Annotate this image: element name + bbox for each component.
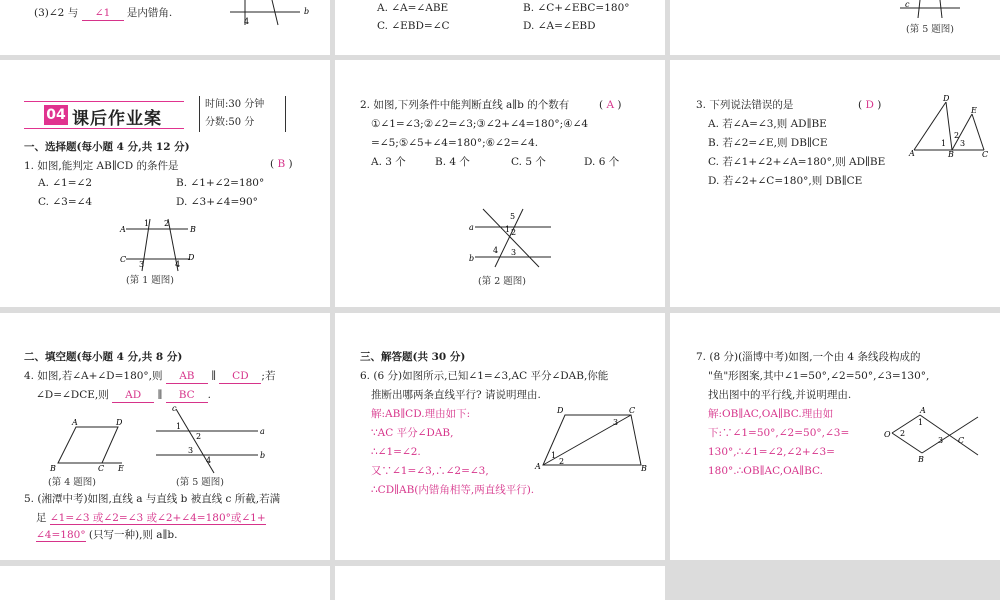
svg-text:5: 5 (510, 212, 516, 221)
fig4-caption: (第 4 题图) (48, 477, 96, 488)
q1-answer-bracket: ( B ) (270, 158, 293, 170)
svg-text:A: A (909, 149, 915, 158)
q3-option-d: D. 若∠2+∠C=180°,则 DB∥CE (708, 175, 863, 187)
svg-text:D: D (188, 253, 195, 262)
q2-answer-bracket: ( A ) (599, 99, 622, 111)
score-total: 分数:50 分 (205, 117, 255, 128)
top-left-figure (220, 0, 320, 30)
option-b: B. ∠C+∠EBC=180° (523, 2, 630, 14)
svg-text:B: B (190, 225, 196, 234)
panel-bottom-mid (335, 566, 665, 600)
fig1-caption: (第 1 题图) (126, 275, 174, 286)
svg-text:E: E (971, 106, 977, 115)
q5-text-c: (只写一种),则 a∥b. (88, 529, 178, 541)
q4-line2: ∠D=∠DCE,则 AD ∥ BC . (36, 389, 212, 401)
q7-solution-1: 解:OB∥AC,OA∥BC.理由如 (708, 408, 834, 420)
q4-answer-4: BC (166, 389, 208, 403)
svg-text:a: a (260, 427, 265, 436)
svg-text:C: C (982, 150, 989, 158)
q2-stem: 2. 如图,下列条件中能判断直线 a∥b 的个数有 (360, 99, 570, 111)
q4-parallel-2: ∥ (157, 389, 163, 401)
svg-text:B: B (948, 150, 954, 158)
q6-solution-1: 解:AB∥CD.理由如下: (371, 408, 471, 420)
svg-text:4: 4 (493, 246, 499, 255)
option-a: A. ∠A=∠ABE (377, 2, 449, 14)
q1-option-a: A. ∠1=∠2 (38, 177, 93, 189)
q3-option-c: C. 若∠1+∠2+∠A=180°,则 AD∥BE (708, 156, 886, 168)
fig5-caption: (第 5 题图) (906, 24, 954, 35)
svg-text:A: A (72, 418, 78, 427)
svg-text:4: 4 (175, 260, 181, 269)
q6-solution-4: 又∵∠1=∠3,∴∠2=∠3, (371, 465, 489, 477)
q3-option-a: A. 若∠A=∠3,则 AD∥BE (708, 118, 827, 130)
svg-text:b: b (469, 254, 475, 263)
svg-text:1: 1 (941, 139, 947, 148)
fig2-lines (465, 205, 555, 270)
section2-title: 二、填空题(每小题 4 分,共 8 分) (24, 351, 183, 363)
q6-solution-3: ∴∠1=∠2. (371, 446, 421, 458)
q5-answer-cont: ∠4=180° (36, 529, 86, 541)
panel-top-mid (335, 0, 665, 55)
q1-option-b: B. ∠1+∠2=180° (176, 177, 265, 189)
q5-line3 (36, 526, 177, 545)
fig4-parallelogram (42, 413, 132, 475)
fragment-text: (3)∠2 与 (34, 7, 79, 19)
svg-text:B: B (50, 464, 56, 473)
q4-parallel-1: ∥ (211, 370, 217, 382)
q4-answer-2: CD (219, 370, 261, 384)
svg-text:C: C (120, 255, 127, 264)
svg-text:3: 3 (139, 260, 145, 269)
q7-solution-2: 下:∵∠1=50°,∠2=50°,∠3= (708, 427, 850, 439)
q4-line1 (24, 367, 275, 386)
q4-answer-3: AD (112, 389, 154, 403)
q2-option-d: D. 6 个 (584, 156, 620, 168)
section1-title: 一、选择题(每小题 4 分,共 12 分) (24, 141, 190, 153)
svg-text:a: a (469, 223, 474, 232)
svg-text:2: 2 (559, 457, 565, 466)
svg-text:b: b (304, 7, 310, 16)
fig5-caption-bottom: (第 5 题图) (176, 477, 224, 488)
q6-solution-2: ∵AC 平分∠DAB, (371, 427, 454, 439)
panel-fill-blank (0, 313, 330, 560)
svg-text:B: B (641, 464, 647, 473)
q1-option-d: D. ∠3+∠4=90° (176, 196, 258, 208)
panel-q3 (670, 60, 1000, 307)
panel-q7 (670, 313, 1000, 560)
svg-text:C: C (629, 406, 636, 415)
q2-conditions-2: =∠5;⑤∠5+∠4=180°;⑥∠2=∠4. (371, 137, 539, 149)
q6-solution-5: ∴CD∥AB(内错角相等,两直线平行). (371, 484, 535, 496)
q3-stem: 3. 下列说法错误的是 (696, 99, 794, 111)
q1-text: 1. 如图,能判定 AB∥CD 的条件是 (24, 160, 179, 172)
svg-text:1: 1 (551, 451, 557, 460)
svg-text:C: C (958, 436, 965, 445)
q4-text-c: ∠D=∠DCE,则 (36, 389, 109, 401)
q-fragment (34, 4, 172, 23)
q2-conditions-1: ①∠1=∠3;②∠2=∠3;③∠2+∠4=180°;④∠4 (371, 118, 589, 130)
q2-option-a: A. 3 个 (371, 156, 406, 168)
svg-text:3: 3 (188, 446, 194, 455)
q5-answer: ∠1=∠3 或∠2=∠3 或∠2+∠4=180°或∠1+ (49, 512, 266, 524)
svg-text:A: A (535, 462, 541, 471)
svg-text:3: 3 (613, 418, 619, 427)
fig3-triangles (908, 94, 990, 158)
svg-text:A: A (120, 225, 126, 234)
fig2-caption: (第 2 题图) (478, 276, 526, 287)
q6-line1: 6. (6 分)如图所示,已知∠1=∠3,AC 平分∠DAB,你能 (360, 370, 609, 382)
fig6-trapezoid (533, 403, 653, 473)
svg-text:2: 2 (196, 432, 202, 441)
svg-text:3: 3 (511, 248, 517, 257)
svg-text:b: b (260, 451, 266, 460)
homework-badge (24, 101, 184, 129)
q3-answer: D (865, 99, 874, 111)
fig5-lines (150, 403, 270, 475)
q7-line2: "鱼"形图案,其中∠1=50°,∠2=50°,∠3=130°, (708, 370, 930, 382)
q4-text-a: 4. 如图,若∠A+∠D=180°,则 (24, 370, 163, 382)
panel-q6 (335, 313, 665, 560)
q2-option-b: B. 4 个 (435, 156, 470, 168)
fig1-trapezoid (118, 215, 198, 273)
q7-line3: 找出图中的平行线,并说明理由. (708, 389, 852, 401)
svg-text:B: B (918, 455, 924, 464)
q1-stem (24, 158, 178, 173)
q7-line1: 7. (8 分)(淄博中考)如图,一个由 4 条线段构成的 (696, 351, 921, 363)
q3-answer-bracket: ( D ) (858, 99, 882, 111)
svg-text:2: 2 (164, 219, 170, 228)
q3-option-b: B. 若∠2=∠E,则 DB∥CE (708, 137, 828, 149)
badge-number: 04 (44, 105, 68, 125)
svg-text:1: 1 (505, 225, 511, 234)
svg-text:1: 1 (918, 418, 924, 427)
fragment-answer: ∠1 (82, 7, 124, 21)
q2-option-c: C. 5 个 (511, 156, 546, 168)
q2-answer: A (606, 99, 615, 111)
time-score-box (199, 96, 286, 132)
q6-line2: 推断出哪两条直线平行? 请说明理由. (371, 389, 541, 401)
q1-answer: B (277, 158, 286, 170)
svg-text:4: 4 (206, 456, 212, 465)
q1-option-c: C. ∠3=∠4 (38, 196, 93, 208)
option-c: C. ∠EBD=∠C (377, 20, 450, 32)
q5-text-b: 足 (36, 512, 47, 524)
panel-top-left (0, 0, 330, 55)
svg-text:E: E (118, 464, 124, 473)
svg-text:3: 3 (960, 139, 966, 148)
panel-bottom-left (0, 566, 330, 600)
svg-text:C: C (98, 464, 105, 473)
section3-title: 三、解答题(共 30 分) (360, 351, 466, 363)
svg-text:1: 1 (176, 422, 182, 431)
svg-text:O: O (884, 430, 891, 439)
fig7-fish (882, 403, 982, 465)
panel-q2 (335, 60, 665, 307)
fragment-end: 是内错角. (126, 7, 173, 19)
q4-text-b: ;若 (261, 370, 276, 382)
svg-text:2: 2 (511, 228, 517, 237)
svg-text:D: D (557, 406, 564, 415)
svg-text:c: c (905, 0, 910, 9)
panel-top-right (670, 0, 1000, 55)
option-d: D. ∠A=∠EBD (523, 20, 596, 32)
badge-title: 课后作业案 (72, 109, 162, 129)
time-limit: 时间:30 分钟 (205, 99, 265, 110)
q4-answer-1: AB (166, 370, 208, 384)
q5-line1: 5. (湘潭中考)如图,直线 a 与直线 b 被直线 c 所截,若满 (24, 493, 281, 505)
svg-text:4: 4 (244, 17, 250, 26)
top-right-figure (890, 0, 970, 20)
svg-text:D: D (116, 418, 123, 427)
q7-solution-3: 130°,∴∠1=∠2,∠2+∠3= (708, 446, 835, 458)
svg-text:2: 2 (954, 131, 960, 140)
svg-text:2: 2 (900, 429, 906, 438)
svg-text:c: c (172, 404, 177, 413)
svg-text:3: 3 (938, 436, 944, 445)
svg-text:D: D (943, 94, 950, 103)
svg-text:1: 1 (144, 219, 150, 228)
svg-text:A: A (920, 406, 926, 415)
q7-solution-4: 180°.∴OB∥AC,OA∥BC. (708, 465, 824, 477)
